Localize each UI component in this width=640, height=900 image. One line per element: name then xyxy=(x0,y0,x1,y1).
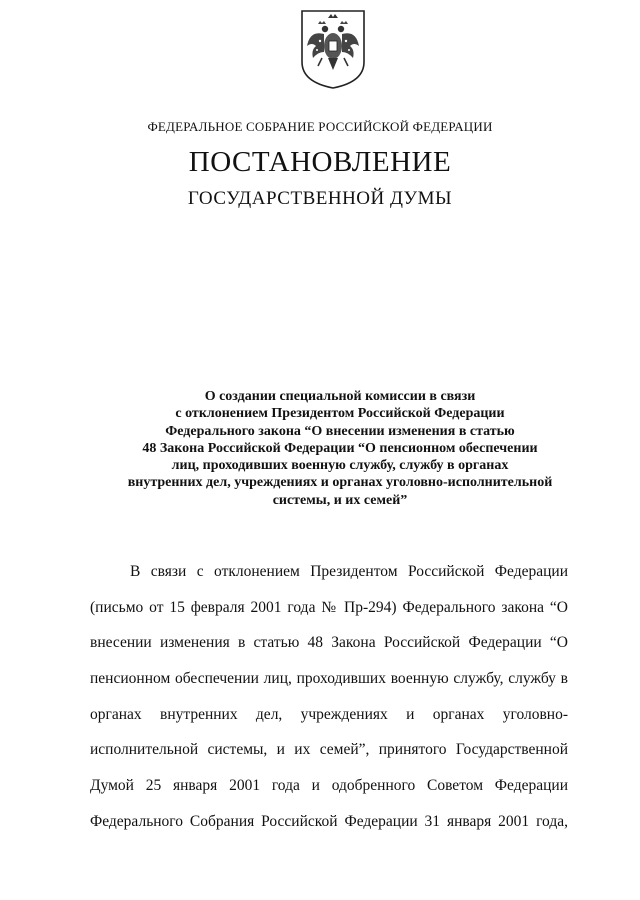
title-line: Федерального закона “О внесении изменения в статью xyxy=(165,423,515,439)
title-line: с отклонением Президентом Российской Федерации xyxy=(175,406,505,422)
assembly-name: ФЕДЕРАЛЬНОЕ СОБРАНИЕ РОССИЙСКОЙ ФЕДЕРАЦИИ xyxy=(147,119,493,134)
body-line: Думой 25 января 2001 года и одобренного Советом Федерации xyxy=(90,777,568,795)
body-line: пенсионном обеспечении лиц, проходивших военную службу, службу в xyxy=(90,670,568,688)
coat-of-arms-emblem xyxy=(298,8,368,90)
body-line: внесении изменения в статью 48 Закона Российской Федерации “О xyxy=(90,634,568,652)
title-line: лиц, проходивших военную службу, службу в органах xyxy=(171,458,509,474)
title-line: О создании специальной комиссии в связи xyxy=(204,389,476,404)
body-line: (письмо от 15 февраля 2001 года № Пр-294) Федерального закона “О xyxy=(90,598,568,616)
body-line: исполнительной системы, и их семей”, принятого Государственной xyxy=(90,741,568,759)
title-line: системы, и их семей” xyxy=(272,492,408,508)
body-line: органах внутренних дел, учреждениях и органах уголовно- xyxy=(90,705,568,723)
title-line: внутренних дел, учреждениях и органах уголовно-исполнительной xyxy=(127,475,553,491)
russian-coat-of-arms-icon xyxy=(298,8,368,90)
document-type-heading: ПОСТАНОВЛЕНИЕ xyxy=(188,146,452,178)
body-line: В связи с отклонением Президентом Российской Федерации xyxy=(130,563,568,580)
resolution-title xyxy=(60,388,620,509)
title-line: 48 Закона Российской Федерации “О пенсионном обеспечении xyxy=(142,440,538,456)
body-paragraph xyxy=(90,560,568,846)
issuer-heading: ГОСУДАРСТВЕННОЙ ДУМЫ xyxy=(187,188,453,209)
body-line: Федерального Собрания Российской Федерации 31 января 2001 года, xyxy=(90,812,568,830)
